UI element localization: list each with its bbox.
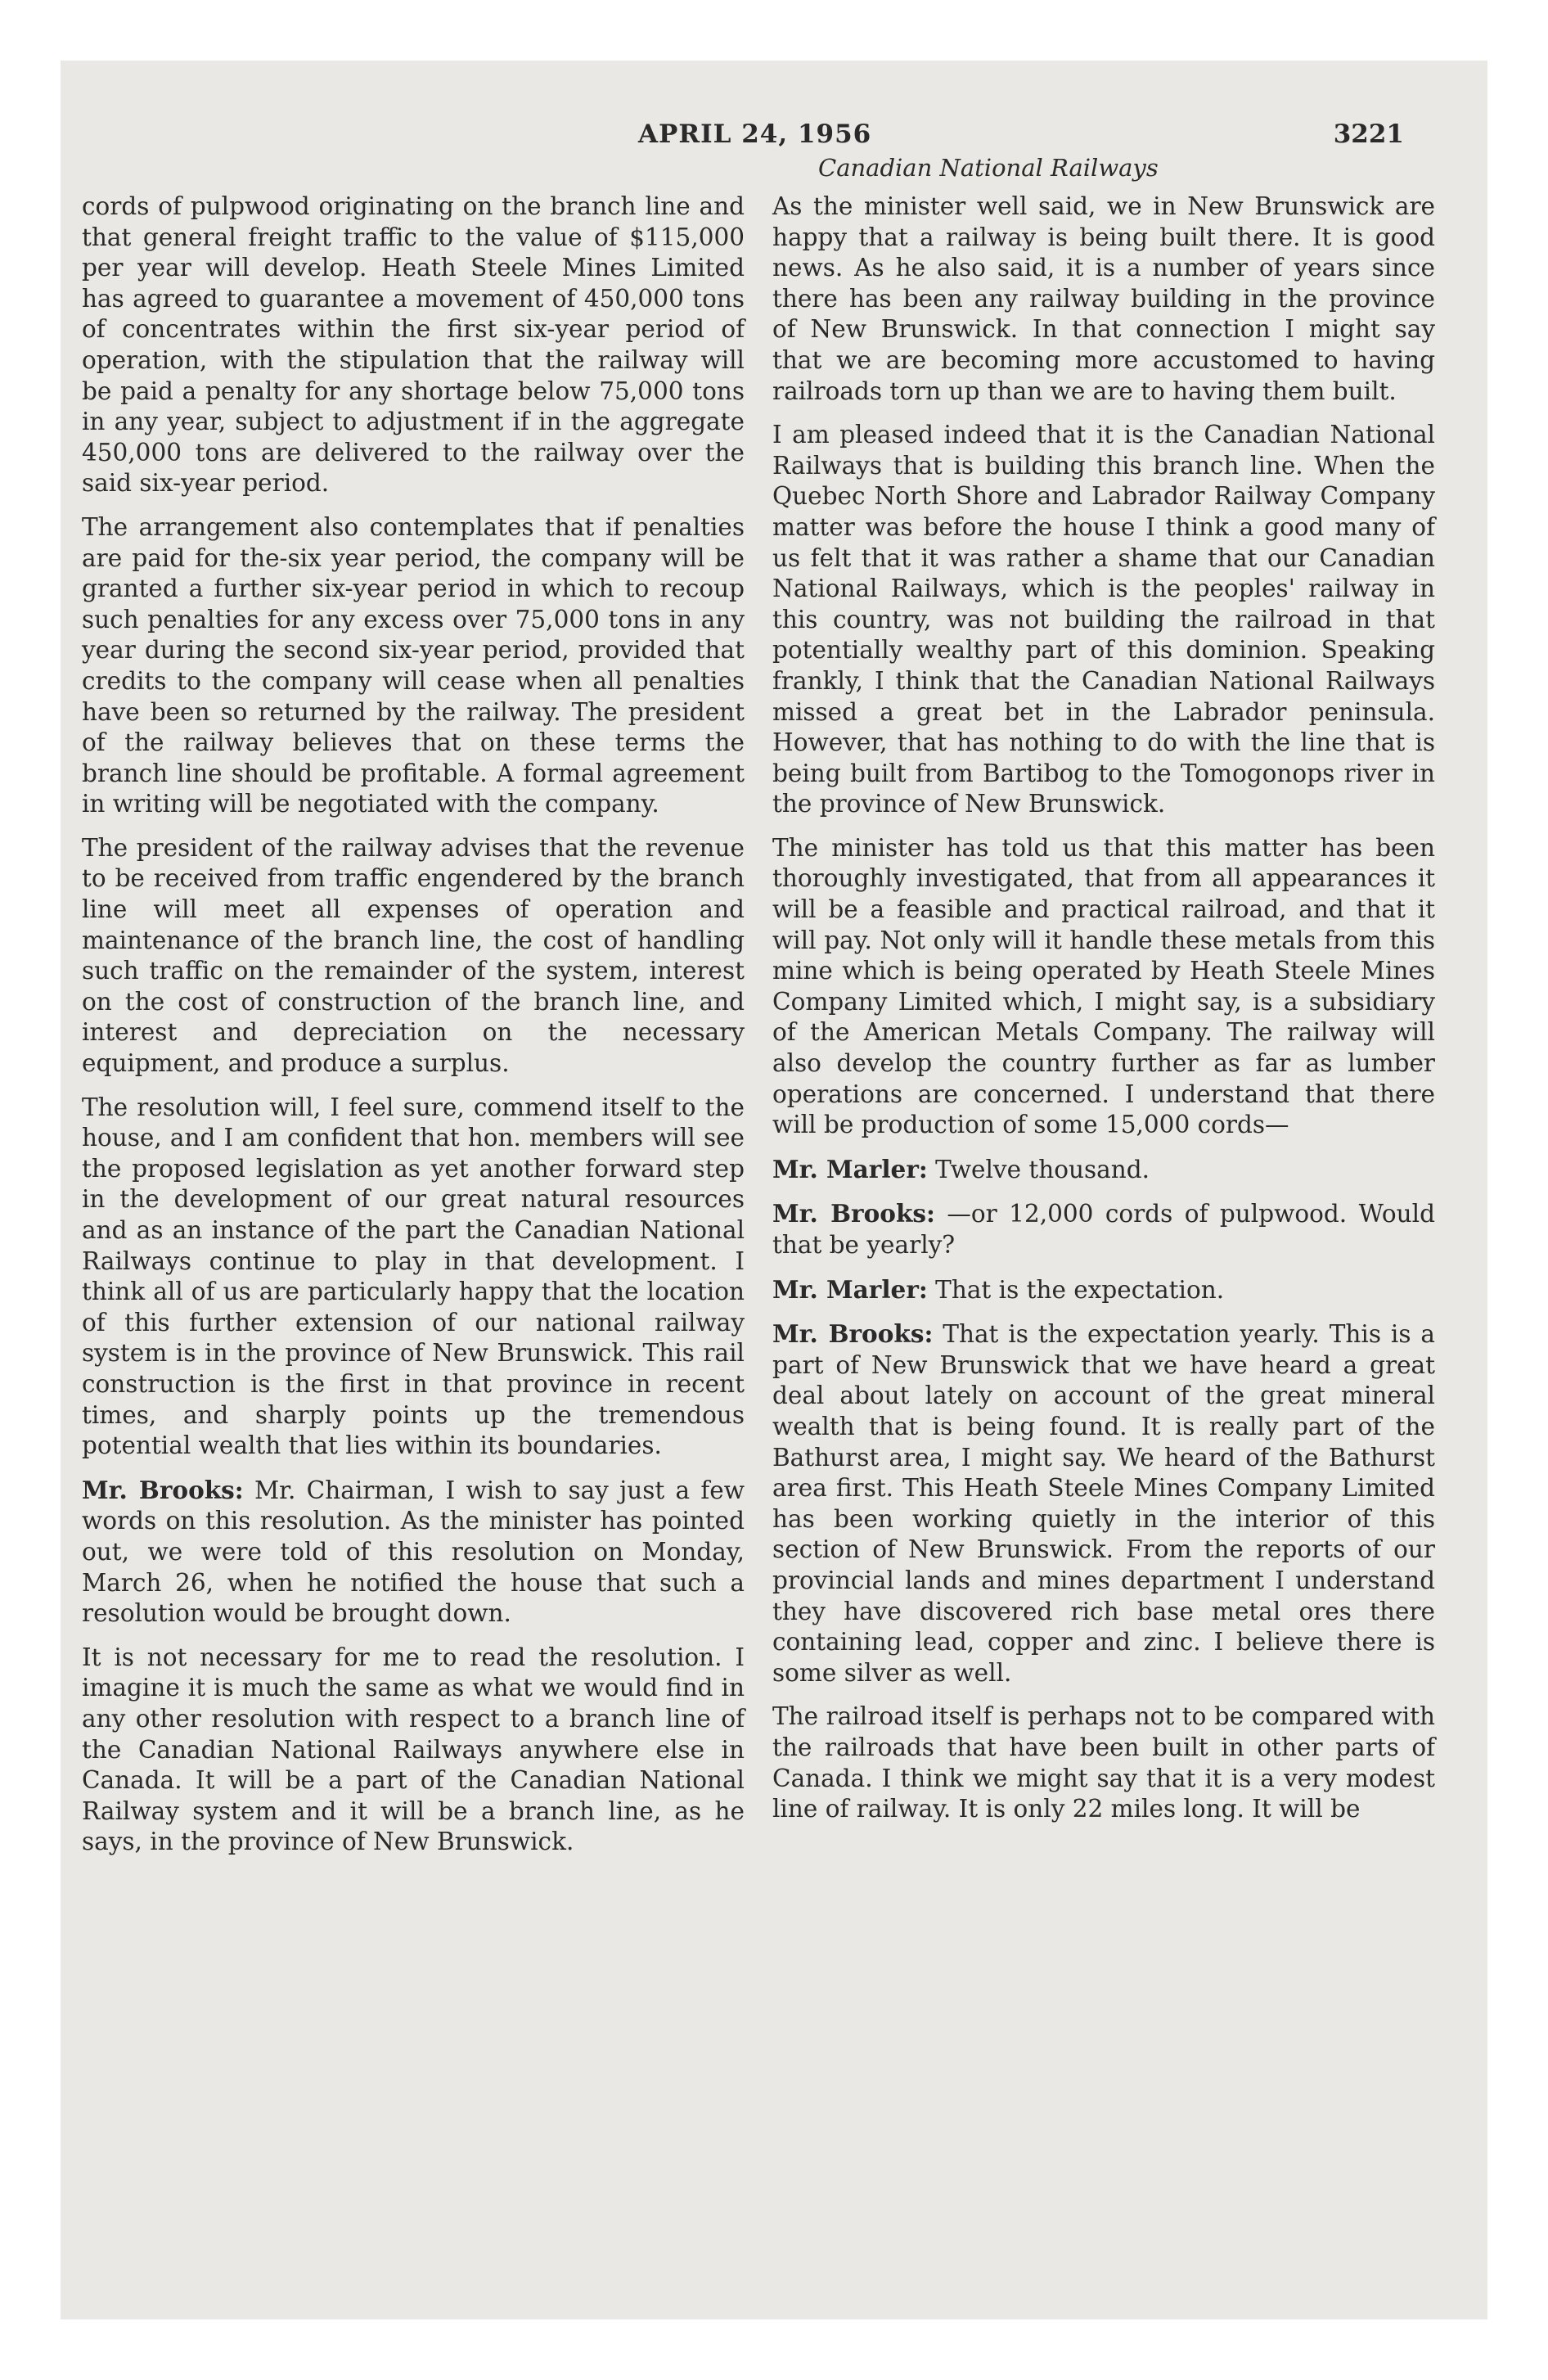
speech-text: —or 12,000 cords of pulpwood. Would that be yearly? — [772, 1200, 1435, 1259]
speaker-name: Mr. Brooks: — [772, 1199, 935, 1228]
speaker-name: Mr. Marler: — [772, 1274, 928, 1304]
speech-text: That is the expectation. — [935, 1275, 1225, 1304]
paragraph: The arrangement also contemplates that if penalties are paid for the-six year period, the company will be granted a further six-year period in which to recoup such penalties for any excess over 75,000 tons in any year during the second six-year period, provided that credits to the company will cease when all penalties have been so returned by the railway. The president of the railway believes that on these terms the branch line should be profitable. A formal agreement in writing will be negotiated with the company. — [82, 512, 745, 818]
section-title: Canadian National Railways — [818, 154, 1159, 182]
paragraph: As the minister well said, we in New Brunswick are happy that a railway is being built there. It is good news. As he also said, it is a number of years since there has been any railway building in the province of New Brunswick. In that connection I might say that we are becoming more accustomed to having railroads torn up than we are to having them built. — [772, 192, 1435, 405]
paragraph: The railroad itself is perhaps not to be compared with the railroads that have been built in other parts of Canada. I think we might say that it is a very modest line of railway. It is only 22 miles long. It will be — [772, 1702, 1435, 1823]
paragraph: I am pleased indeed that it is the Canadian National Railways that is building this branch line. When the Quebec North Shore and Labrador Railway Company matter was before the house I think a good many of us felt that it was rather a shame that our Canadian National Railways, which is the peoples' railway in this country, was not building the railroad in that potentially wealthy part of this dominion. Speaking frankly, I think that the Canadian National Railways missed a great bet in the Labrador peninsula. However, that has nothing to do with the line that is being built from Bartibog to the Tomogonops river in the province of New Brunswick. — [772, 421, 1435, 818]
speech-text: That is the expectation yearly. This is a part of New Brunswick that we have heard a great deal about lately on account of the great mineral wealth that is being found. It is really part of the Bathurst area, I might say. We heard of the Bathurst area first. This Heath Steele Mines Company Limited has been working quietly in the interior of this section of New Brunswick. From the reports of our provincial lands and mines department I understand they have discovered rich base metal ores there containing lead, copper and zinc. I believe there is some silver as well. — [772, 1320, 1435, 1687]
speech-text: Mr. Chairman, I wish to say just a few words on this resolution. As the minister has pointed out, we were told of this resolution on Monday, March 26, when he notified the house that such a resolution would be brought down. — [82, 1476, 745, 1628]
page-number: 3221 — [1333, 119, 1404, 149]
paragraph: The resolution will, I feel sure, commend itself to the house, and I am confident that hon. members will see the proposed legislation as yet another forward step in the development of our great natural resources and as an instance of the part the Canadian National Railways continue to play in that development. I think all of us are particularly happy that the location of this further extension of our national railway system is in the province of New Brunswick. This rail construction is the first in that province in recent times, and sharply points up the tremendous potential wealth that lies within its boundaries. — [82, 1093, 745, 1460]
speech-paragraph — [82, 1475, 745, 1629]
speech-paragraph — [772, 1318, 1435, 1688]
paragraph: cords of pulpwood originating on the branch line and that general freight traffic to the value of $115,000 per year will develop. Heath Steele Mines Limited has agreed to guarantee a movement of 450,000 tons of concentrates within the first six-year period of operation, with the stipulation that the railway will be paid a penalty for any shortage below 75,000 tons in any year, subject to adjustment if in the aggregate 450,000 tons are delivered to the railway over the said six-year period. — [82, 192, 745, 498]
left-column — [82, 192, 745, 1871]
speech-paragraph — [772, 1198, 1435, 1260]
speech-paragraph — [772, 1154, 1435, 1186]
speech-paragraph — [772, 1274, 1435, 1306]
paragraph: The minister has told us that this matter has been thoroughly investigated, that from all appearances it will be a feasible and practical railroad, and that it will pay. Not only will it handle these metals from this mine which is being operated by Heath Steele Mines Company Limited which, I might say, is a subsidiary of the American Metals Company. The railway will also develop the country further as far as lumber operations are concerned. I understand that there will be production of some 15,000 cords— — [772, 833, 1435, 1139]
speaker-name: Mr. Marler: — [772, 1154, 928, 1183]
speaker-name: Mr. Brooks: — [82, 1475, 244, 1504]
paragraph: The president of the railway advises that the revenue to be received from traffic engendered by the branch line will meet all expenses of operation and maintenance of the branch line, the cost of handling such traffic on the remainder of the system, interest on the cost of construction of the branch line, and interest and depreciation on the necessary equipment, and produce a surplus. — [82, 833, 745, 1078]
paragraph: It is not necessary for me to read the resolution. I imagine it is much the same as what we would find in any other resolution with respect to a branch line of the Canadian National Railways anywhere else in Canada. It will be a part of the Canadian National Railway system and it will be a branch line, as he says, in the province of New Brunswick. — [82, 1643, 745, 1856]
speech-text: Twelve thousand. — [935, 1155, 1150, 1183]
page-date: APRIL 24, 1956 — [638, 119, 872, 149]
speaker-name: Mr. Brooks: — [772, 1319, 934, 1349]
right-column — [772, 192, 1435, 1838]
